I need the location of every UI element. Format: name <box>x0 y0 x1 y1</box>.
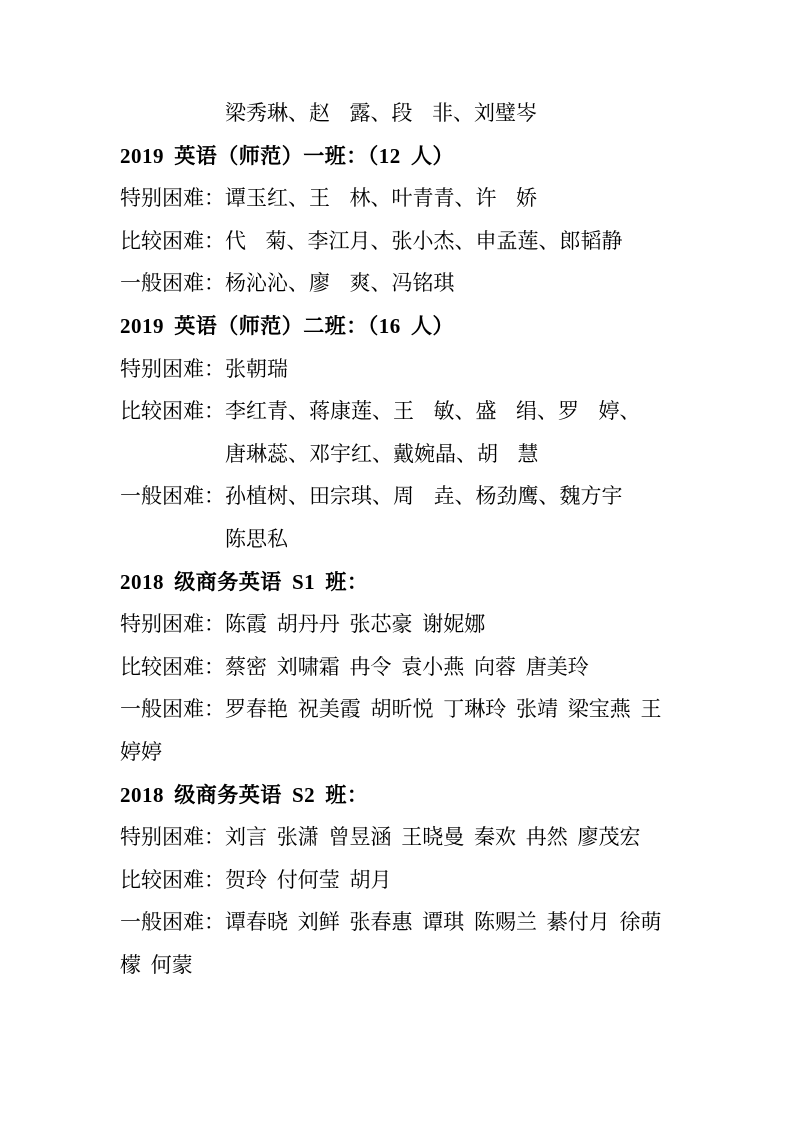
roster-line: 特别困难：谭玉红、王 林、叶青青、许 娇 <box>120 186 537 211</box>
roster-line: 比较困难：李红青、蒋康莲、王 敏、盛 绢、罗 婷、 <box>120 399 641 424</box>
roster-line: 比较困难：代 菊、李江月、张小杰、申孟莲、郎韬静 <box>120 228 623 253</box>
class-heading: 2019 英语（师范）一班：（12 人） <box>120 143 454 168</box>
roster-line: 特别困难：陈霞 胡丹丹 张芯豪 谢妮娜 <box>120 612 486 637</box>
class-heading: 2018 级商务英语 S2 班： <box>120 782 369 807</box>
class-heading: 2018 级商务英语 S1 班： <box>120 569 369 594</box>
roster-line: 唐琳蕊、邓宇红、戴婉晶、胡 慧 <box>225 441 539 466</box>
roster-line: 婷婷 <box>120 739 162 764</box>
document-content <box>120 92 686 986</box>
roster-line: 比较困难：贺玲 付何莹 胡月 <box>120 867 392 892</box>
roster-line: 一般困难：罗春艳 祝美霞 胡昕悦 丁琳玲 张靖 梁宝燕 王 <box>120 697 662 722</box>
roster-line: 特别困难：刘言 张潇 曾昱涵 王晓曼 秦欢 冉然 廖茂宏 <box>120 825 641 850</box>
roster-line: 檬 何蒙 <box>120 952 193 977</box>
roster-line: 一般困难：孙植树、田宗琪、周 垚、杨劲鹰、魏方宇 <box>120 484 623 509</box>
roster-line: 特别困难：张朝瑞 <box>120 356 288 381</box>
roster-line: 一般困难：谭春晓 刘鲜 张春惠 谭琪 陈赐兰 綦付月 徐萌 <box>120 910 662 935</box>
roster-line: 陈思私 <box>225 526 288 551</box>
roster-line: 比较困难：蔡密 刘啸霜 冉令 袁小燕 向蓉 唐美玲 <box>120 654 589 679</box>
roster-line: 梁秀琳、赵 露、段 非、刘璧岑 <box>225 101 537 125</box>
class-heading: 2019 英语（师范）二班：（16 人） <box>120 313 454 338</box>
roster-line: 一般困难：杨沁沁、廖 爽、冯铭琪 <box>120 271 455 296</box>
